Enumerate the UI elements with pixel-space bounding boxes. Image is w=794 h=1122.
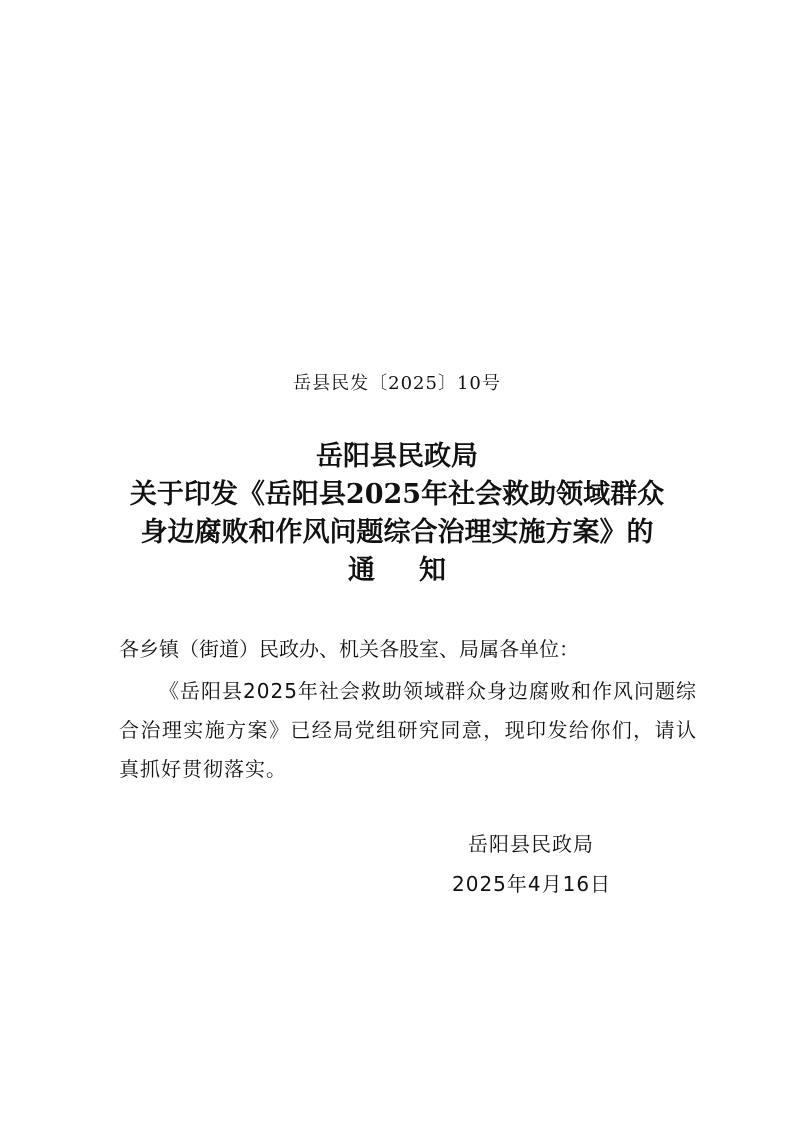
document-title xyxy=(100,438,694,590)
body-paragraph: 《岳阳县2025年社会救助领域群众身边腐败和作风问题综合治理实施方案》已经局党组研究同意，现印发给你们，请认真抓好贯彻落实。 xyxy=(119,679,697,781)
title-line-subject-1: 关于印发《岳阳县2025年社会救助领域群众 xyxy=(129,479,665,510)
signature-organization: 岳阳县民政局 xyxy=(468,832,594,856)
title-line-notice: 通知 xyxy=(348,555,490,586)
title-line-subject-2: 身边腐败和作风问题综合治理实施方案》的 xyxy=(140,517,654,548)
signature-date: 2025年4月16日 xyxy=(452,872,612,896)
title-line-issuer: 岳阳县民政局 xyxy=(316,441,478,472)
signature-block xyxy=(452,824,652,904)
salutation: 各乡镇（街道）民政办、机关各股室、局属各单位： xyxy=(119,637,579,661)
document-number: 岳县民发〔2025〕10号 xyxy=(293,373,501,394)
